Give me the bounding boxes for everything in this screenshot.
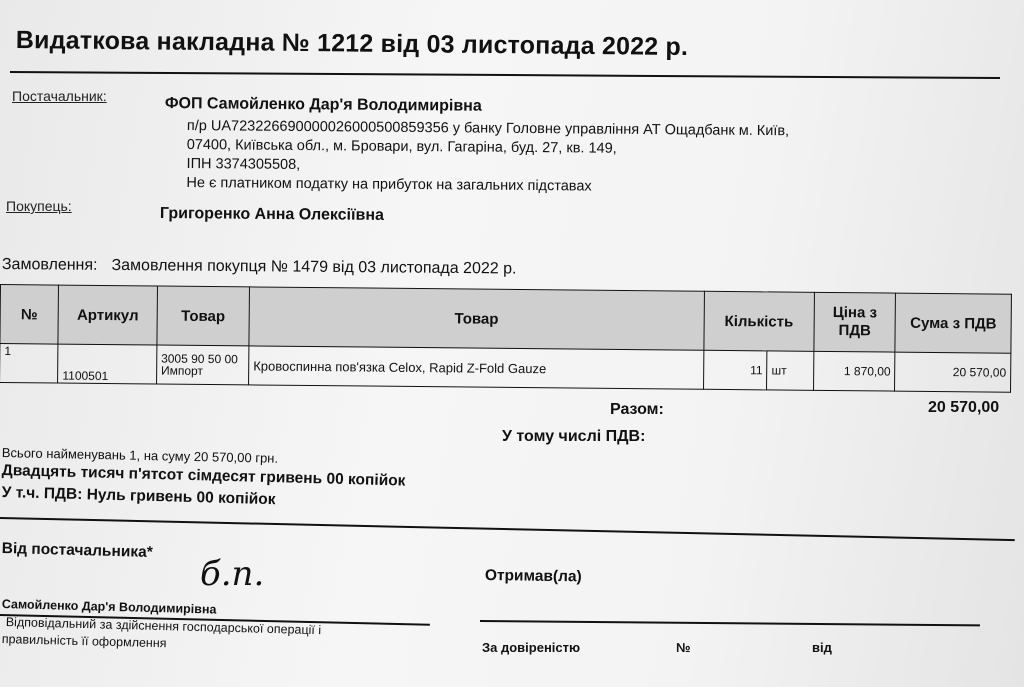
responsible-note-line2: правильність її оформлення	[1, 632, 167, 651]
buyer-name: Григоренко Анна Олексіївна	[159, 205, 384, 224]
from-supplier-label: Від постачальника*	[1, 540, 153, 561]
signature-text: б.п.	[200, 554, 265, 594]
row-unit: шт	[767, 351, 814, 390]
supplier-tax-id: ІПН 3374305508,	[186, 155, 301, 173]
receiver-signature-line	[480, 620, 980, 626]
order-value: Замовлення покупця № 1479 від 03 листопада 2022 р.	[111, 256, 517, 278]
buyer-label: Покупець:	[6, 198, 72, 214]
goods-table	[0, 284, 1012, 393]
supplier-name: ФОП Самойленко Дар'я Володимирівна	[164, 95, 482, 115]
order-label: Замовлення:	[1, 256, 98, 274]
proxy-number-label: №	[676, 640, 691, 655]
col-sum: Сума з ПДВ	[895, 293, 1011, 353]
proxy-date-label: від	[812, 640, 832, 655]
table-row	[0, 344, 1011, 393]
supplier-label: Постачальник:	[12, 88, 107, 104]
items-summary: Всього найменувань 1, на суму 20 570,00 грн.	[1, 445, 279, 466]
col-article: Артикул	[58, 285, 157, 345]
vat-in-words: У т.ч. ПДВ: Нуль гривень 00 копійок	[1, 484, 276, 509]
supplier-tax-status: Не є платником податку на прибуток на загальних підставах	[186, 174, 592, 195]
proxy-label: За довіреністю	[482, 640, 581, 655]
row-code: 3005 90 50 00 Импорт	[156, 345, 249, 385]
total-label: Разом:	[610, 401, 664, 418]
col-price: Ціна з ПДВ	[814, 292, 896, 352]
row-num: 1	[0, 344, 58, 384]
row-price: 1 870,00	[813, 351, 895, 391]
total-in-words: Двадцять тисяч п'ятсот сімдесят гривень 00 копійок	[1, 462, 406, 490]
handwritten-signature	[198, 545, 278, 597]
row-goods: Кровоспинна пов'язка Celox, Rapid Z-Fold Gauze	[249, 346, 704, 389]
received-label: Отримав(ла)	[484, 567, 582, 586]
title-underline	[10, 71, 1000, 79]
responsible-note-line1: Відповідальний за здійснення господарської операції і	[5, 615, 322, 638]
row-article: 1100501	[58, 344, 157, 384]
supplier-person: Самойленко Дар'я Володимирівна	[1, 597, 217, 617]
supplier-bank-account: п/р UA723226690000026000500859356 у банку Головне управління АТ Ощадбанк м. Київ,	[186, 117, 790, 140]
col-qty: Кількість	[704, 291, 815, 351]
row-qty: 11	[703, 350, 767, 390]
col-goods-code: Товар	[157, 286, 250, 346]
vat-label: У тому числі ПДВ:	[502, 428, 646, 445]
supplier-details	[186, 117, 789, 198]
total-value: 20 570,00	[928, 399, 1000, 416]
supplier-address: 07400, Київська обл., м. Бровари, вул. Гагаріна, буд. 27, кв. 149,	[186, 136, 617, 157]
col-num: №	[0, 285, 59, 345]
section-divider	[0, 517, 1015, 541]
order-line	[2, 256, 517, 278]
col-goods: Товар	[249, 287, 704, 350]
row-sum: 20 570,00	[895, 352, 1011, 392]
table-header-row	[0, 285, 1011, 354]
document-title: Видаткова накладна № 1212 від 03 листопада 2022 р.	[15, 26, 689, 62]
